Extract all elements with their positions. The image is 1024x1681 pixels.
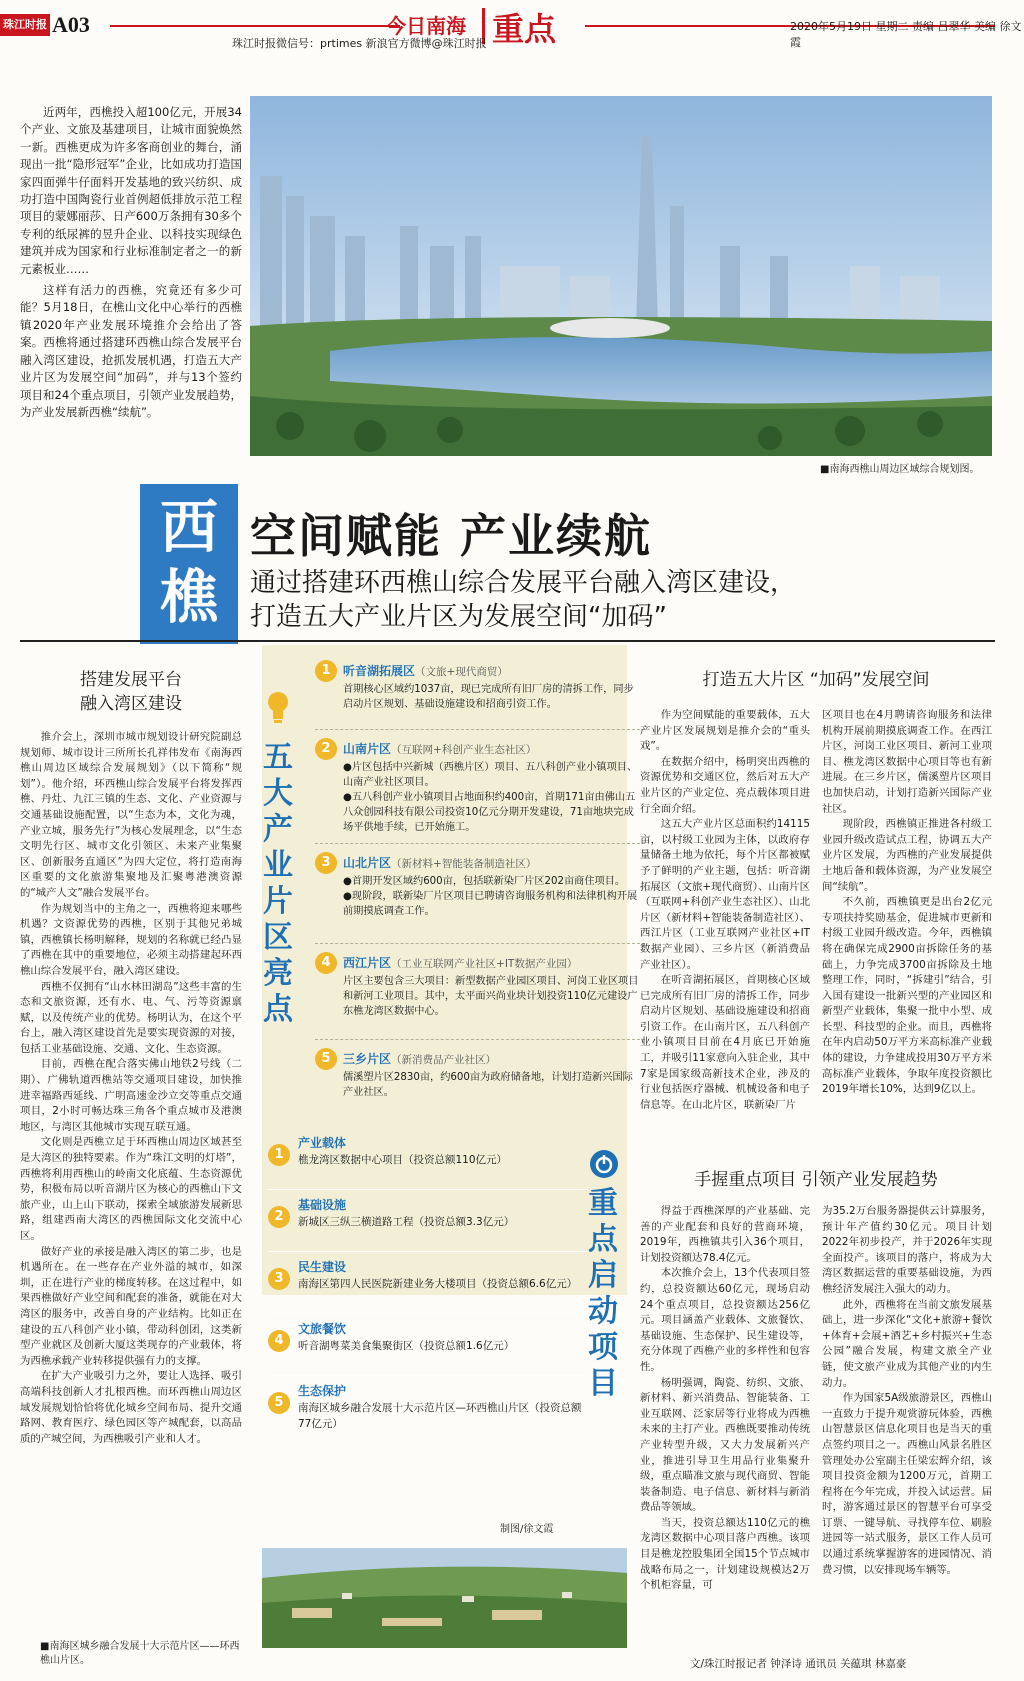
zone-tag: （新消费品产业社区） (391, 1054, 497, 1066)
zone-tag: （工业互联网产业社区+IT数据产业园） (391, 958, 578, 970)
power-icon (590, 1150, 618, 1178)
right-top-col2 (822, 708, 992, 1098)
project-number: 2 (268, 1206, 290, 1228)
zones-vertical-label: 五大产业片区亮点 (263, 740, 293, 1027)
body-paragraph: 得益于西樵深厚的产业基础、完善的产业配套和良好的营商环境，2019年，西樵镇共引入36个项目，计划投资额达78.4亿元。 (640, 1205, 810, 1264)
right-bottom-heading: 手握重点项目 引领产业发展趋势 (694, 1170, 938, 1190)
zone-body: ●片区包括中兴新城（西樵片区）项目、五八科创产业小镇项目、山南产业社区项目。 ●五八科创产业小镇项目占地面积约400亩，首期171亩由佛山五八众创园科技有限公司投资10亿元分期开发建设，71亩地块完成场平供地手续，已开始施工。 (343, 762, 638, 833)
subheadline (250, 566, 796, 634)
zone-number: 1 (315, 660, 337, 682)
project-desc: 南海区第四人民医院新建业务大楼项目（投资总额6.6亿元） (298, 1278, 578, 1290)
zone-name: 山南片区 (343, 742, 392, 756)
zone-name: 西江片区 (343, 956, 392, 970)
body-paragraph: 本次推介会上，13个代表项目签约，总投资额达60亿元，现场启动24个重点项目，总投资额达256亿元。项目涵盖产业载体、文旅餐饮、基础设施、生态保护、民生建设等，充分体现了西樵产业的多样性和包容性。 (640, 1267, 810, 1373)
project-category: 产业载体 (298, 1136, 347, 1150)
lead-paragraph: 这样有活力的西樵，究竟还有多少可能？5月18日，在樵山文化中心举行的西樵镇2020年产业发展环境推介会给出了答案。西樵将通过搭建环西樵山综合发展平台融入湾区建设，抢抓发展机遇，打造五大产业片区为发展空间“加码”，并与13个签约项目和24个重点项目，引领产业发展趋势，为产业发展新西樵“续航”。 (20, 283, 242, 419)
subheadline-line: 通过搭建环西樵山综合发展平台融入湾区建设， (250, 568, 797, 598)
zone-title (343, 740, 536, 757)
project-desc: 新城区三纵三横道路工程（投资总额3.3亿元） (298, 1216, 515, 1228)
zone-item (315, 660, 645, 730)
body-paragraph: 杨明强调，陶瓷、纺织、文旅、新材料、新兴消费品、智能装备、工业互联网、泛家居等行业将成为西樵未来的主打产业。西樵既要推动传统产业转型升级，又大力发展新兴产业，推进引导卫生用品行业集聚升级，重点瞄准文旅与现代商贸、智能装备制造、电子信息、新材料与新消费品等领域。 (640, 1376, 810, 1514)
title-rule (20, 640, 995, 642)
body-paragraph: 做好产业的承接是融入湾区的第二步，也是机遇所在。在一些存在产业外溢的城市，如深圳，正在进行产业的梯度转移。在这过程中，如果西樵做好产业空间和配套的准备，就能在对大湾区的服务中，改善自身的产业结构。比如正在建设的五八科创产业小镇，带动科创团，这类新型产业就区及创新大厦这类现存的产业载体，将为西樵承载产业转移提供强有力的支撑。 (20, 1245, 242, 1367)
bottom-caption: ■南海区城乡融合发展十大示范片区——环西樵山片区。 (40, 1641, 240, 1666)
project-category: 生态保护 (298, 1384, 347, 1398)
zone-list (315, 660, 645, 1124)
zone-item (315, 734, 645, 844)
zone-number: 2 (315, 738, 337, 760)
zone-body: 片区主要包含三大项目：新型数据产业园区项目、河岗工业区项目和新河工业项目。其中，太平面兴尚业块计划投资110亿元建设广东樵龙湾区数据中心。 (343, 976, 639, 1017)
right-bottom-col2 (822, 1204, 992, 1578)
body-paragraph: 在听音湖拓展区，首期核心区域已完成所有旧厂房的清拆工作，同步启动片区规划、基础设施建设和招商引资工作。在山南片区，五八科创产业小镇项目目前在4月底已开始施工，并吸引11家意向入驻企业，其中7家是国家级高新技术企业，涉及的行业包括医疗器械、机械设备和电子信息等。在山北片区，联新染厂片 (640, 974, 810, 1111)
body-paragraph: 在扩大产业吸引力之外，要让人选择、吸引高端科技创新人才扎根西樵。而环西樵山周边区域发展规划恰恰将优化城乡空间布局、提升交通路网、教育医疗、绿色园区等产城配套，以高品质的产城空间，为西樵吸引产业和人才。 (20, 1370, 242, 1445)
body-paragraph: 推介会上，深圳市城市规划设计研究院副总规划师、城市设计三所所长孔祥伟发布《南海西樵山周边区域综合发展规划》（以下简称“规划”）。他介绍，环西樵山综合发展平台将发挥西樵、丹灶、九江三镇的生态、文化、产业资源与交通基础设施配置，以“生态为本，文化为魂，产业立城，服务先行”为核心发展理念，以“生态文明先行区、城市文化引领区、未来产业集聚区、创新服务直通区”为四大定位，将打造南海区重要的文化旅游集聚地及汇聚粤港澳资源的“城产人文”融合发展平台。 (20, 731, 242, 899)
lightbulb-icon (265, 690, 291, 724)
section-name: 今日南海 (386, 14, 466, 38)
project-item (268, 1190, 588, 1252)
headline: 空间赋能 产业续航 (250, 509, 653, 563)
zone-tag: （文旅+现代商贸） (415, 666, 508, 678)
zone-title (343, 954, 577, 971)
project-category: 民生建设 (298, 1260, 347, 1274)
project-item (268, 1314, 588, 1376)
newspaper-logo: 珠江时报 (0, 14, 50, 36)
heading-line: 融入湾区建设 (80, 694, 182, 714)
masthead-rule (110, 25, 400, 27)
zone-tag: （新材料+智能装备制造社区） (391, 858, 537, 870)
project-category: 文旅餐饮 (298, 1322, 347, 1336)
body-paragraph: 现阶段，西樵镇正推进各村级工业园升级改造试点工程，协调五大产业片区发展，为西樵的产业发展提供土地后备和载体资源，为产业发展空间“续航”。 (822, 818, 992, 893)
zone-number: 4 (315, 952, 337, 974)
zone-title (343, 1050, 496, 1067)
projects-vertical-label: 重点启动项目 (588, 1186, 618, 1401)
social-handles: 珠江时报微信号：prtimes 新浪官方微博@珠江时报 (232, 37, 487, 50)
subheadline-line: 打造五大产业片区为发展空间“加码” (250, 602, 667, 632)
topic-badge (140, 484, 238, 644)
body-paragraph: 西樵不仅拥有“山水林田湖岛”这些丰富的生态和文旅资源，还有水、电、气、污等资源禀赋，以及传统产业的优势。杨明认为，在这个平台上，融入湾区建设首先是要实现资源的对接，包括工业基础设施、交通、文化、生态资源。 (20, 980, 242, 1055)
right-bottom-col1 (640, 1204, 810, 1594)
right-top-heading: 打造五大片区 “加码”发展空间 (702, 670, 930, 690)
body-paragraph: 区项目也在4月聘请咨询服务和法律机构开展前期摸底调查工作。在西江片区，河岗工业区项目、新河工业项目、樵龙湾区数据中心项目等也有新进展。在三乡片区，儒溪塑片区项目也加快启动，计划打造新兴国际产业社区。 (822, 709, 992, 815)
lead-text (20, 104, 242, 421)
project-desc: 听音湖粤菜美食集聚街区（投资总额1.6亿元） (298, 1340, 515, 1352)
zone-item (315, 848, 645, 944)
body-paragraph: 为35.2万台服务器提供云计算服务，预计年产值约30亿元。项目计划2022年初步投产，并于2026年实现全面投产。该项目的落户，将成为大湾区数据运营的重要基础设施，为西樵经济发展注入强大的动力。 (822, 1205, 992, 1295)
zone-body: ●首期开发区域约600亩，包括联新染厂片区202亩商住项目。 ●现阶段，联新染厂片区项目已聘请咨询服务机构和法律机构开展前期摸底调查工作。 (343, 876, 638, 917)
project-number: 1 (268, 1144, 290, 1166)
body-paragraph: 在数据介绍中，杨明突出西樵的资源优势和交通区位，然后对五大产业片区的产业定位、亮点载体项目进行全面介绍。 (640, 755, 810, 815)
project-number: 4 (268, 1330, 290, 1352)
body-paragraph: 此外，西樵将在当前文旅发展基础上，进一步深化“文化+旅游+餐饮+体育+会展+酒艺+乡村振兴+生态公园”融合发展，构建文旅全产业链，使文旅产业成为其他产业的内生动力。 (822, 1298, 992, 1389)
zone-title (343, 854, 536, 871)
project-item (268, 1128, 588, 1190)
body-paragraph: 不久前，西樵镇更是出台2亿元专项扶持奖励基金，促进城市更新和村级工业园升级改造。今年，西樵镇将在确保完成2900亩拆除任务的基础上，力争完成3700亩拆除及土地整理工作，同时，“拆建引”结合，引入国有建设一批新兴型的产业园区和新型产业载体，集聚一批中小型、成长型、科技型的企业。而且，西樵将在年内启动50万平方米高标准产业载体的建设，力争建成投用30万平方米高标准产业载体，争取年度投资额比2019年增长10%，达到9亿以上。 (822, 896, 992, 1096)
project-item (268, 1252, 588, 1314)
date-editor-line: 2020年5月19日 星期二 责编 吕翠华 美编 徐文霞 (790, 20, 1022, 49)
graphic-credit: 制图/徐文霞 (500, 1524, 554, 1535)
aerial-photo (262, 1548, 627, 1648)
zone-name: 三乡片区 (343, 1052, 392, 1066)
zone-tag: （互联网+科创产业生态社区） (391, 744, 537, 756)
lead-paragraph: 近两年，西樵投入超100亿元，开展34个产业、文旅及基建项目，让城市面貌焕然一新。西樵更成为许多客商创业的舞台，涌现出一批“隐形冠军”企业，比如成功打造国家四面弹牛仔面料开发基地的致兴纺织、成功打造中国陶瓷行业首例超低排放示范工程项目的蒙娜丽莎、日产600万条拥有30多个专利的纸尿裤的昱升企业、以科技实现绿色建筑并成为国家和行业标准制定者之一的新元素板业…… (20, 105, 242, 276)
zone-item (315, 1044, 645, 1124)
body-paragraph: 作为国家5A级旅游景区，西樵山一直致力于提升观赏游玩体验，西樵山智慧景区信息化项目也是当天的重点签约项目之一。西樵山风景名胜区管理处办公室副主任梁宏辉介绍，该项目投资金额为1200万元，首期工程将在今年完成，并投入试运营。届时，游客通过景区的智慧平台可享受订票、一键导航、寻找停车位、刷脸进园等一站式服务，景区工作人员可以通过系统掌握游客的进园情况、消费习惯，以安排现场车辆等。 (822, 1392, 992, 1576)
project-item (268, 1376, 588, 1448)
reporter-credit: 文/珠江时报记者 钟泽诗 通讯员 关蕴琪 林嘉豪 (690, 1658, 907, 1670)
project-number: 5 (268, 1392, 290, 1414)
section-title: 重点 (492, 10, 557, 48)
left-column-heading (20, 668, 242, 716)
zone-item (315, 948, 645, 1040)
badge-char: 西 (159, 493, 218, 561)
zone-number: 5 (315, 1048, 337, 1070)
project-desc: 南海区城乡融合发展十大示范片区—环西樵山片区（投资总额77亿元） (298, 1402, 582, 1430)
zone-number: 3 (315, 852, 337, 874)
body-paragraph: 作为空间赋能的重要载体，五大产业片区发展规划是推介会的“重头戏”。 (640, 709, 810, 753)
body-paragraph: 这五大产业片区总面积约14115亩，以村级工业园为主体，以政府存量储备土地为依托，每个片区都被赋予了鲜明的产业主题，包括：听音湖拓展区（文旅+现代商贸）、山南片区（互联网+科创产业生态社区）、山北片区（新材料+智能装备制造社区）、西江片区（工业互联网产业社区+IT数据产业园）、三乡片区（新消费品产业社区）。 (640, 818, 810, 971)
badge-char: 樵 (159, 563, 218, 631)
zone-body: 首期核心区域约1037亩，现已完成所有旧厂房的清拆工作，同步启动片区规划、基础设施建设和招商引资工作。 (343, 684, 634, 710)
heading-line: 搭建发展平台 (80, 670, 182, 690)
project-category: 基础设施 (298, 1198, 347, 1212)
project-number: 3 (268, 1268, 290, 1290)
zone-name: 听音湖拓展区 (343, 664, 416, 678)
project-list (268, 1128, 588, 1448)
body-paragraph: 作为规划当中的主角之一，西樵将迎来哪些机遇？文资源优势的西樵，区别于其他兄弟城镇，西樵镇长杨明解释，规划的名称就已经凸显了西樵在其中的重要地位，必须主动搭建起环西樵山综合发展平台，融入湾区建设。 (20, 902, 242, 977)
right-top-col1 (640, 708, 810, 1113)
zone-name: 山北片区 (343, 856, 392, 870)
body-paragraph: 文化则是西樵立足于环西樵山周边区域甚至是大湾区的独特要素。作为“珠江文明的灯塔”，西樵将利用西樵山的岭南文化底蕴、生态资源优势，积极布局以听音湖片区为核心的西樵山下文旅产业，山上山下联动，探索全域旅游发展新思路，组建西南大湾区的西樵国际文化交流中心区。 (20, 1136, 242, 1242)
zone-body: 儒溪塑片区2830亩，约600亩为政府储备地，计划打造新兴国际产业社区。 (343, 1072, 633, 1098)
project-desc: 樵龙湾区数据中心项目（投资总额110亿元） (298, 1154, 508, 1166)
zone-title (343, 662, 508, 679)
hero-image (250, 96, 992, 456)
page-number: A03 (52, 12, 90, 37)
hero-caption: ■南海西樵山周边区域综合规划图。 (820, 464, 980, 475)
body-paragraph: 目前，西樵在配合落实佛山地铁2号线（二期）、广佛轨道西樵站等交通项目建设，加快推进幸福路西延线、广明高速金沙立交等重点交通项目，2小时可畅达珠三角各个重点城市及港澳地区，与湾区其他城市实现互联互通。 (20, 1058, 242, 1133)
body-paragraph: 当天，投资总额达110亿元的樵龙湾区数据中心项目落户西樵。该项目是樵龙控股集团全国15个节点城市战略布局之一，计划建设规模达2万个机柜容量，可 (640, 1516, 810, 1592)
left-column-body (20, 730, 242, 1447)
